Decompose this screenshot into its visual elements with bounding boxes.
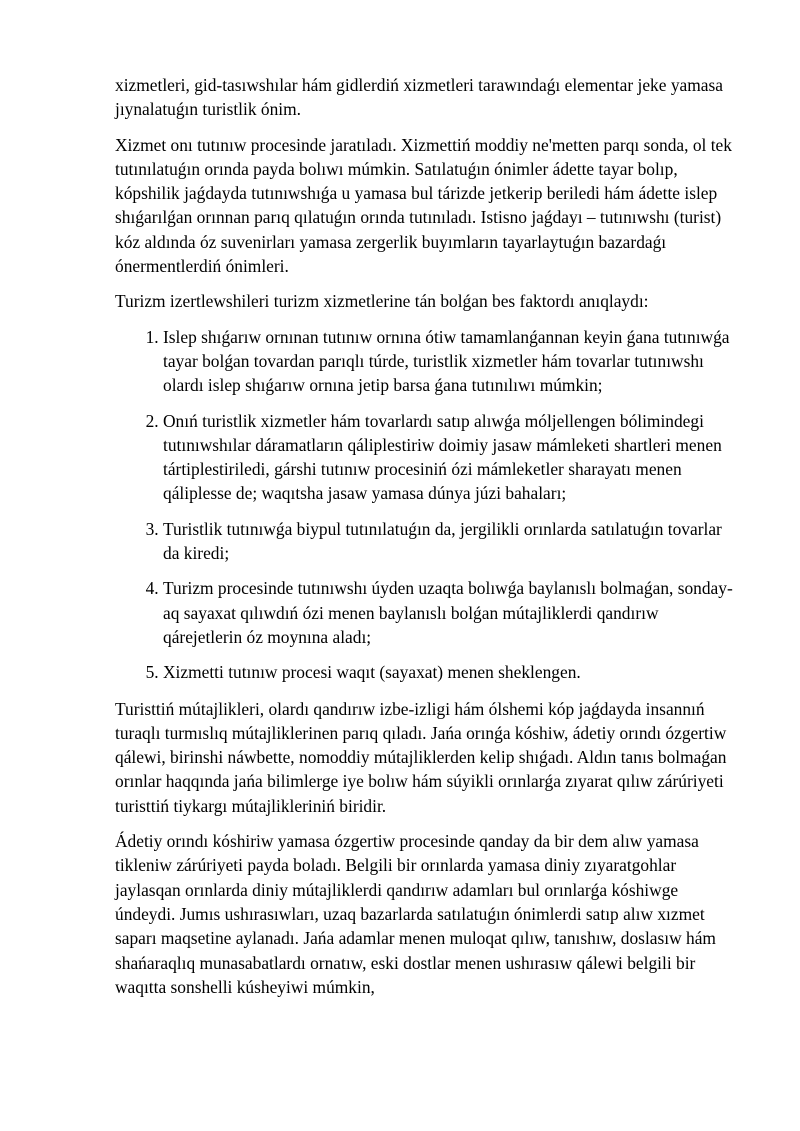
paragraph-tourist-needs: Turisttiń mútajlikleri, olardı qandırıw izbe-izligi hám ólshemi kóp jaǵdayda insannıń turaqlı turmıslıq mútajliklerinen parıq qıladı. Jańa orınǵa kóshiw, ádetiy orındı ózgertiw qálewi, birinshi náwbette, nomoddiy mútajliklerden kelip shıǵadı. Aldın tanıs bolmaǵan orınlar haqqında jańa bilimlerge iye bolıw hám súyikli orınlarǵa zıyarat qılıw zárúriyeti turisttiń tiykargı mútajlikleriniń biridir.	[115, 698, 727, 816]
list-item-factor-1: 1. Islep shıǵarıw ornınan tutınıw ornına ótiw tamamlanǵannan keyin ǵana tutınıwǵa tayar bolǵan tovardan parıqlı túrde, turistlik xizmetler hám tovarlar tutınıwshı olardı islep shıǵarıw ornına jetip barsa ǵana tutınılıwı múmkin;	[163, 325, 740, 398]
document-page	[115, 73, 740, 1010]
paragraph-factors-intro: Turizm izertlewshileri turizm xizmetlerine tán bolǵan bes faktordı anıqlaydı:	[115, 291, 649, 312]
list-item-factor-4: 4. Turizm procesinde tutınıwshı úyden uzaqta bolıwǵa baylanıslı bolmaǵan, sonday-aq sayaxat qılıwdıń ózi menen baylanıslı bolǵan mútajliklerdi qandırıw qárejetlerin óz moynına aladı;	[163, 576, 740, 649]
list-item-factor-5: 5. Xizmetti tutınıw procesi waqıt (sayaxat) menen sheklengen.	[163, 660, 740, 684]
paragraph-service-consumption: Xizmet onı tutınıw procesinde jaratıladı. Xizmettiń moddiy ne'metten parqı sonda, ol tek tutınılatuǵın orında payda bolıwı múmkin. Satılatuǵın ónimler ádette tayar bolıp, kópshilik jaǵdayda tutınıwshıǵa u yamasa bul tárizde jetkerip beriledi hám ádette islep shıǵarılǵan orınnan parıq qılatuǵın orında tutınıladı. Istisno jaǵdayı – tutınıwshı (turist) kóz aldında óz suvenirları yamasa zergerlik buyımların tayarlaytuǵın bazardaǵı ónermentlerdiń ónimleri.	[115, 134, 732, 277]
list-item-factor-2: 2. Onıń turistlik xizmetler hám tovarlardı satıp alıwǵa móljellengen bólimindegi tutınıwshılar dáramatların qáliplestiriw doimiy jasaw mámleketi shartleri menen tártiplestiriledi, gárshi tutınıw procesiniń ózi mámleketler sharayatı menen qáliplesse de; waqıtsha jasaw yamasa dúnya júzi bahaları;	[163, 409, 740, 506]
paragraph-relocation-needs: Ádetiy orındı kóshiriw yamasa ózgertiw procesinde qanday da bir dem alıw yamasa tikleniw zárúriyeti payda boladı. Belgili bir orınlarda yamasa diniy zıyaratgohlar jaylasqan orınlarda diniy mútajliklerdi qandırıw adamları bul orınlarǵa kóshiwge úndeydi. Jumıs ushırasıwları, uzaq bazarlarda satılatuǵın ónimlerdi satıp alıw xızmet saparı maqsetine aylanadı. Jańa adamlar menen muloqat qılıw, tanıshıw, doslasıw hám shańaraqlıq munasabatlardı ornatıw, eski dostlar menen ushırasıw qálewi belgili bir waqıtta sonshelli kúsheyiwi múmkin,	[115, 831, 716, 997]
list-item-factor-3: 3. Turistlik tutınıwǵa biypul tutınılatuǵın da, jergilikli orınlarda satılatuǵın tovarlar da kiredi;	[163, 517, 740, 566]
paragraph-continuation: xizmetleri, gid-tasıwshılar hám gidlerdiń xizmetleri tarawındaǵı elementar jeke yamasa jıynalatuǵın turistlik ónim.	[115, 75, 723, 120]
factors-list	[115, 325, 740, 685]
